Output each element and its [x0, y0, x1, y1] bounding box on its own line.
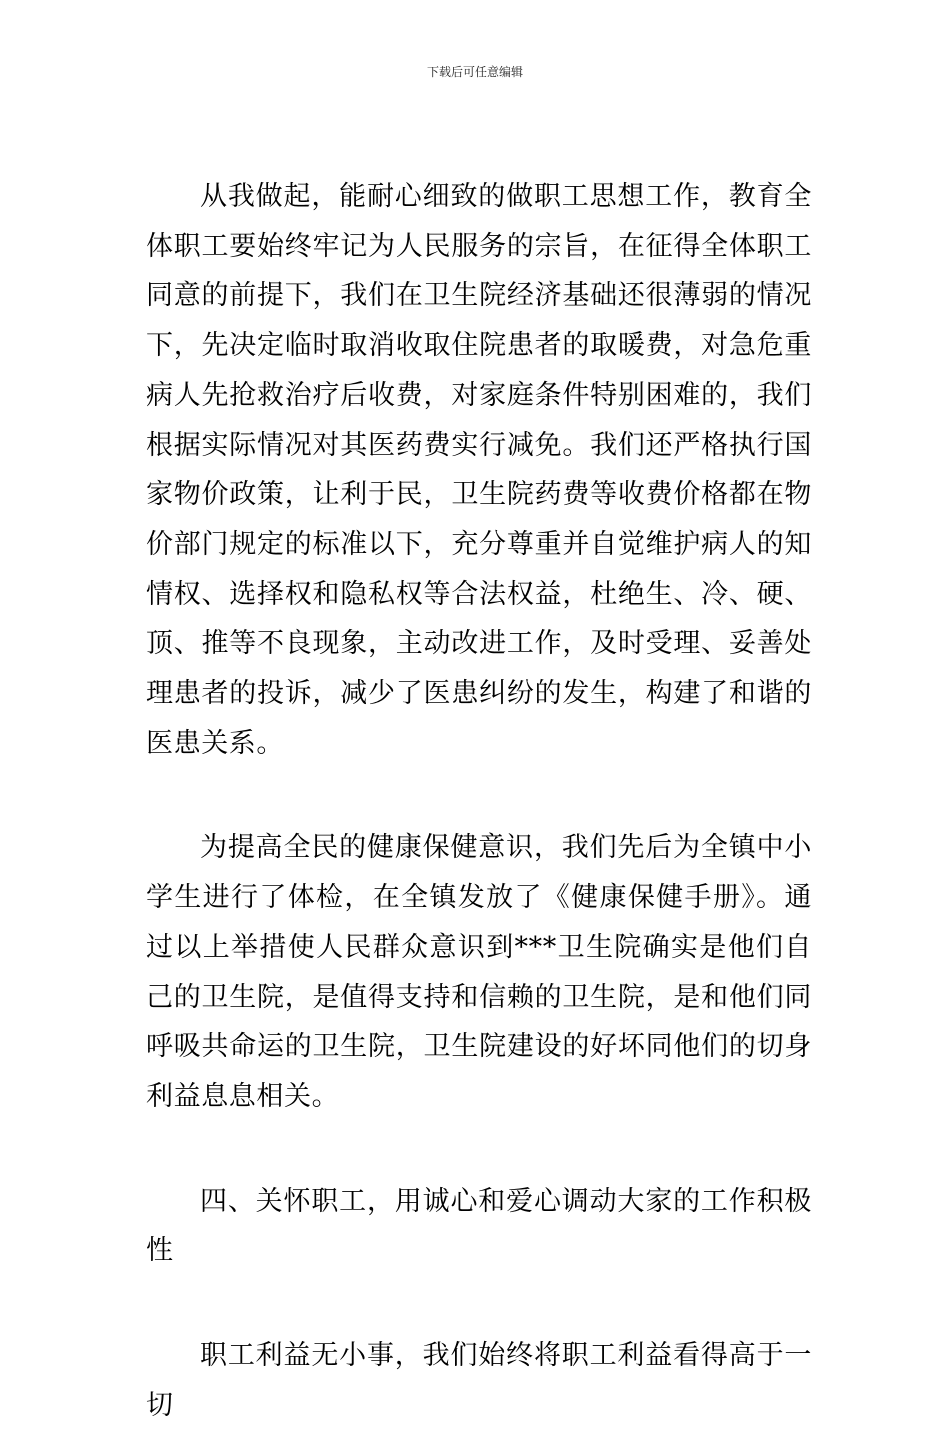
- paragraph-gap: [146, 1276, 812, 1331]
- paragraph-patient-care: 从我做起，能耐心细致的做职工思想工作，教育全体职工要始终牢记为人民服务的宗旨，在征得全体职工同意的前提下，我们在卫生院经济基础还很薄弱的情况下，先决定临时取消收取住院患者的取暖费，对急危重病人先抢救治疗后收费，对家庭条件特别困难的，我们根据实际情况对其医药费实行减免。我们还严格执行国家物价政策，让利于民，卫生院药费等收费价格都在物价部门规定的标准以下，充分尊重并自觉维护病人的知情权、选择权和隐私权等合法权益，杜绝生、冷、硬、顶、推等不良现象，主动改进工作，及时受理、妥善处理患者的投诉，减少了医患纠纷的发生，构建了和谐的医患关系。: [146, 181, 812, 759]
- paragraph-gap: [146, 768, 812, 823]
- header-note: 下载后可任意编辑: [426, 65, 523, 79]
- document-body: [146, 172, 812, 1430]
- paragraph-health-awareness: 为提高全民的健康保健意识，我们先后为全镇中小学生进行了体检，在全镇发放了《健康保健手册》。通过以上举措使人民群众意识到***卫生院确实是他们自己的卫生院，是值得支持和信赖的卫生院，是和他们同呼吸共命运的卫生院，卫生院建设的好坏同他们的切身利益息息相关。: [146, 832, 812, 1112]
- paragraph-staff-interests: 职工利益无小事，我们始终将职工利益看得高于一切: [146, 1340, 812, 1421]
- section-heading-care-for-staff: 四、关怀职工，用诚心和爱心调动大家的工作积极性: [146, 1185, 812, 1267]
- paragraph-gap: [146, 1122, 812, 1177]
